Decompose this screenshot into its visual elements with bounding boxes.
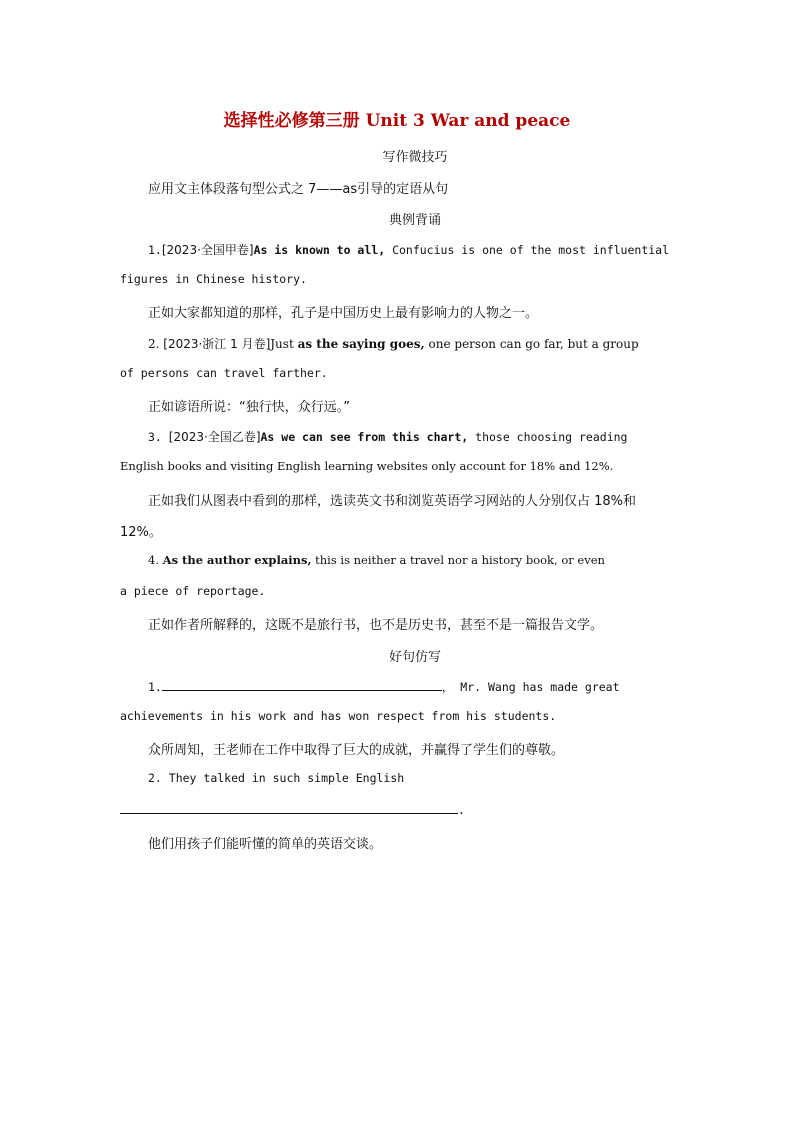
example-text: those choosing reading: [468, 430, 628, 444]
example-2-line: [148, 335, 708, 352]
exercise-1-continuation: achievements in his work and has won respect from his students.: [120, 709, 557, 723]
example-3-continuation: English books and visiting English learning websites only account for 18% and 12%.: [120, 459, 614, 473]
page-title: 选择性必修第三册 Unit 3 War and peace: [223, 111, 571, 131]
exercise-2-blank[interactable]: [120, 801, 458, 814]
example-text-prefix: Just: [270, 337, 298, 351]
example-source: [2023·浙江 1 月卷]: [163, 337, 271, 351]
example-2-continuation: of persons can travel farther.: [120, 366, 328, 380]
example-1-continuation: figures in Chinese history.: [120, 272, 307, 286]
example-4-continuation: a piece of reportage.: [120, 584, 266, 598]
example-key-phrase: As we can see from this chart,: [260, 430, 469, 444]
exercise-text: ， Mr. Wang has made great: [441, 680, 620, 694]
example-number: 2.: [148, 337, 164, 351]
example-4-line: [148, 553, 708, 567]
example-4-translation: 正如作者所解释的，这既不是旅行书，也不是历史书，甚至不是一篇报告文学。: [148, 618, 604, 633]
exercise-1-blank[interactable]: [162, 678, 442, 691]
exercise-1-line: [148, 678, 708, 695]
example-3-line: [148, 428, 708, 445]
exercise-number: 2.: [148, 771, 169, 785]
example-source: [2023·全国乙卷]: [168, 430, 261, 444]
example-1-line: [148, 241, 708, 258]
example-text: one person can go far, but a group: [424, 337, 639, 351]
exercise-2-answer-line: [120, 801, 680, 817]
exercise-2-translation: 他们用孩子们能听懂的简单的英语交谈。: [148, 837, 383, 852]
section-heading-examples: 典例背诵: [388, 213, 441, 228]
section-heading-imitation: 好句仿写: [388, 650, 441, 665]
example-3-translation-continuation: 12%。: [120, 525, 162, 540]
example-text: Confucius is one of the most influential: [385, 243, 670, 257]
example-text: this is neither a travel nor a history book, or even: [311, 553, 605, 567]
example-number: 3.: [148, 430, 169, 444]
exercise-1-translation: 众所周知，王老师在工作中取得了巨大的成就，并赢得了学生们的尊敬。: [148, 743, 565, 758]
example-number: 4.: [148, 553, 163, 567]
exercise-2-line: [148, 771, 708, 785]
example-key-phrase: As the author explains,: [162, 553, 312, 567]
example-key-phrase: As is known to all,: [253, 243, 386, 257]
example-1-translation: 正如大家都知道的那样，孔子是中国历史上最有影响力的人物之一。: [148, 306, 539, 321]
exercise-end-punctuation: .: [458, 803, 465, 817]
section-heading-writing-tips: 写作微技巧: [382, 150, 448, 165]
example-3-translation: 正如我们从图表中看到的那样，选读英文书和浏览英语学习网站的人分别仅占 18%和: [148, 494, 637, 509]
example-2-translation: 正如谚语所说：“独行快，众行远。”: [148, 400, 350, 415]
example-source: [2023·全国甲卷]: [161, 243, 254, 257]
exercise-number: 1.: [148, 680, 162, 694]
example-number: 1.: [148, 243, 162, 257]
example-key-phrase: as the saying goes,: [297, 337, 425, 351]
topic-line: 应用文主体段落句型公式之 7——as引导的定语从句: [148, 182, 449, 197]
exercise-text: They talked in such simple English: [168, 771, 405, 785]
